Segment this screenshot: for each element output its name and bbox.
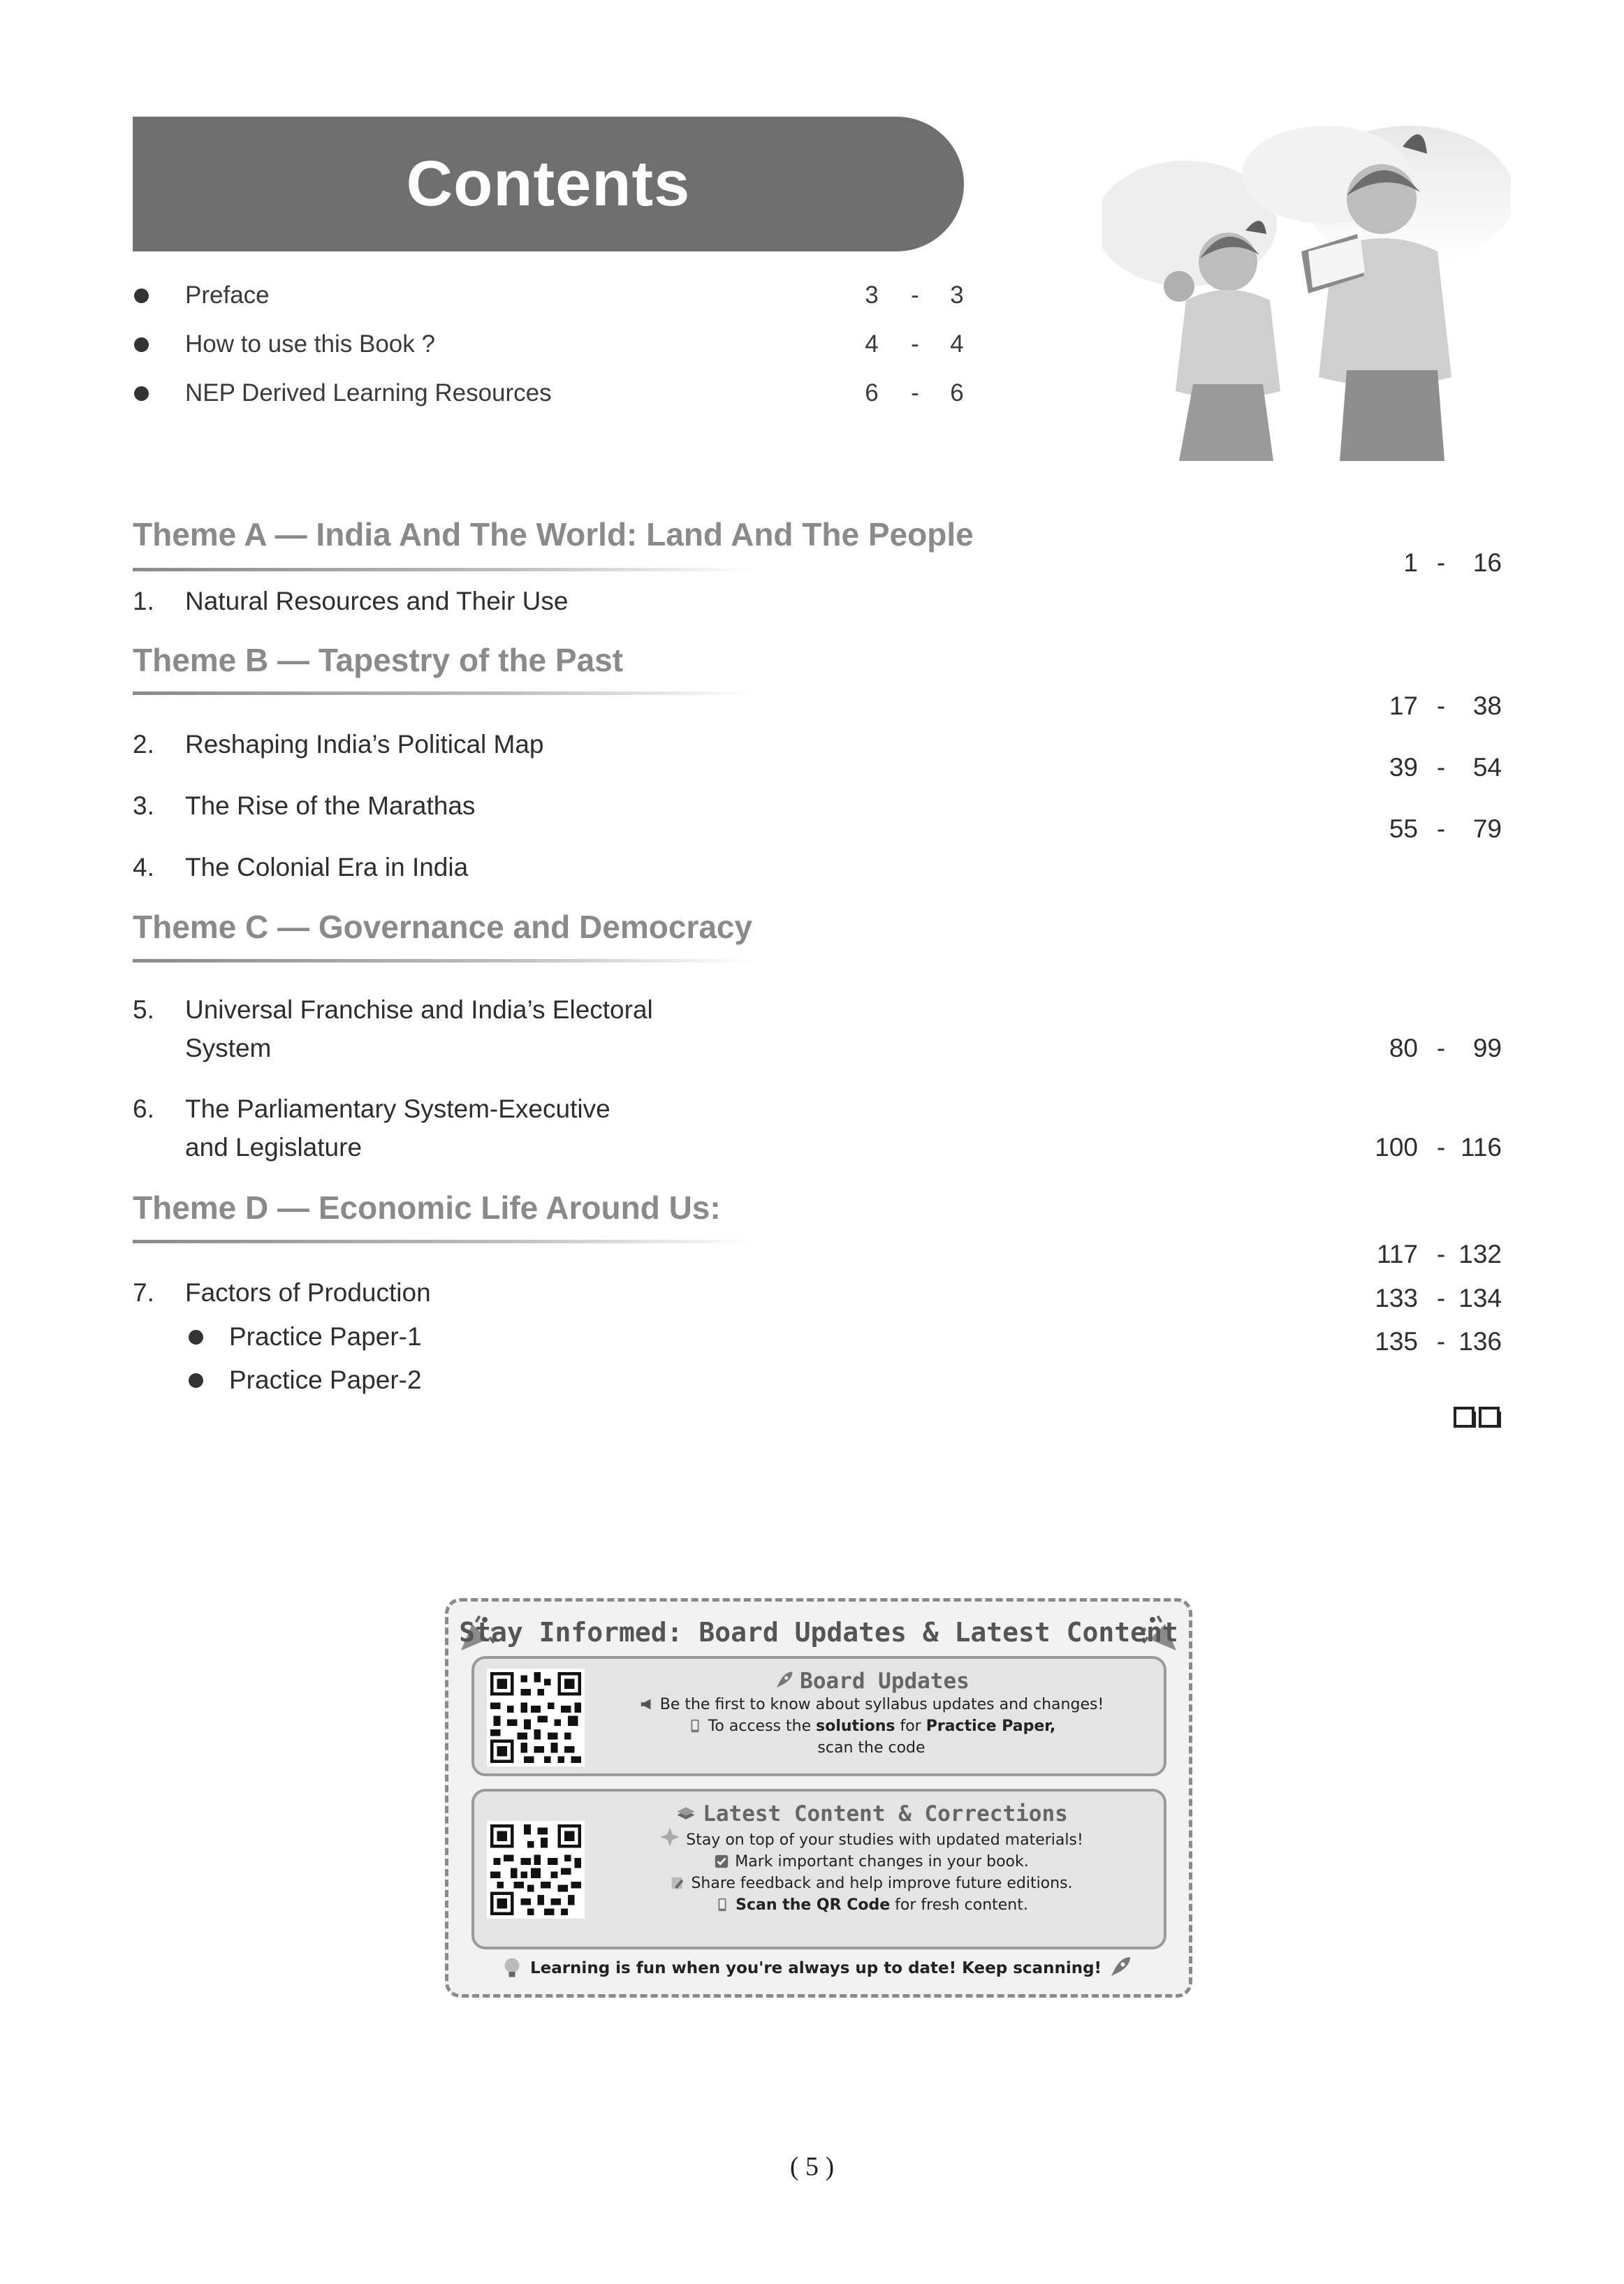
theme-heading-b: Theme B — Tapestry of the Past bbox=[133, 642, 624, 678]
qr-code-icon[interactable] bbox=[487, 1669, 585, 1766]
info-box-title: Stay Informed: Board Updates & Latest Content bbox=[459, 1617, 1178, 1648]
theme-divider bbox=[133, 1240, 754, 1243]
books-icon bbox=[675, 1803, 697, 1824]
memo-icon bbox=[670, 1875, 685, 1891]
theme-divider bbox=[133, 691, 754, 695]
front-matter-item-how-to-use[interactable]: How to use this Book ? 4 - 4 bbox=[133, 325, 971, 374]
chapter-row-6[interactable]: 6. The Parliamentary System-Executive and Legislature 100 - 116 bbox=[133, 1095, 1502, 1162]
end-mark-icon bbox=[1453, 1406, 1502, 1428]
front-matter-item-preface[interactable]: Preface 3 - 3 bbox=[133, 276, 971, 325]
theme-heading-d: Theme D — Economic Life Around Us: bbox=[133, 1189, 721, 1226]
qr-code-icon[interactable] bbox=[487, 1821, 585, 1919]
reading-kids-illustration bbox=[1102, 119, 1511, 461]
stay-informed-box bbox=[445, 1598, 1192, 1998]
latest-content-panel: Latest Content & Corrections Stay on top of your studies with updated materials! Mark important changes in your book. Share feedback and help improve future editions. Scan the QR Code for fresh content. bbox=[471, 1789, 1166, 1949]
info-box-footer: Learning is fun when you're always up to date! Keep scanning! bbox=[448, 1955, 1189, 1980]
bullet-icon bbox=[134, 337, 149, 352]
megaphone-icon bbox=[639, 1697, 654, 1712]
front-matter-item-nep[interactable]: NEP Derived Learning Resources 6 - 6 bbox=[133, 374, 971, 423]
board-updates-panel: Board Updates Be the first to know about syllabus updates and changes! To access the solutions for Practice Paper, scan the code bbox=[471, 1656, 1166, 1776]
rocket-icon bbox=[773, 1670, 794, 1691]
lightbulb-icon bbox=[499, 1955, 525, 1980]
bullet-icon bbox=[134, 288, 149, 303]
chapter-row-5[interactable]: 5. Universal Franchise and India’s Electoral System 80 - 99 bbox=[133, 995, 1502, 1062]
checkbox-icon bbox=[714, 1854, 729, 1869]
theme-heading-a: Theme A — India And The World: Land And The People bbox=[133, 516, 974, 552]
theme-divider bbox=[133, 959, 754, 962]
bullet-icon bbox=[134, 386, 149, 401]
theme-divider bbox=[133, 568, 754, 571]
front-matter-list bbox=[133, 276, 971, 423]
theme-heading-c: Theme C — Governance and Democracy bbox=[133, 909, 753, 945]
page-number: ( 5 ) bbox=[789, 2152, 835, 2181]
page-title: Contents bbox=[406, 148, 691, 219]
bullet-icon bbox=[189, 1330, 203, 1345]
rocket-icon bbox=[1107, 1955, 1132, 1980]
phone-icon bbox=[715, 1897, 730, 1912]
sparkle-icon bbox=[659, 1827, 680, 1847]
contents-header bbox=[133, 117, 964, 251]
bullet-icon bbox=[189, 1373, 203, 1388]
phone-icon bbox=[687, 1718, 703, 1734]
